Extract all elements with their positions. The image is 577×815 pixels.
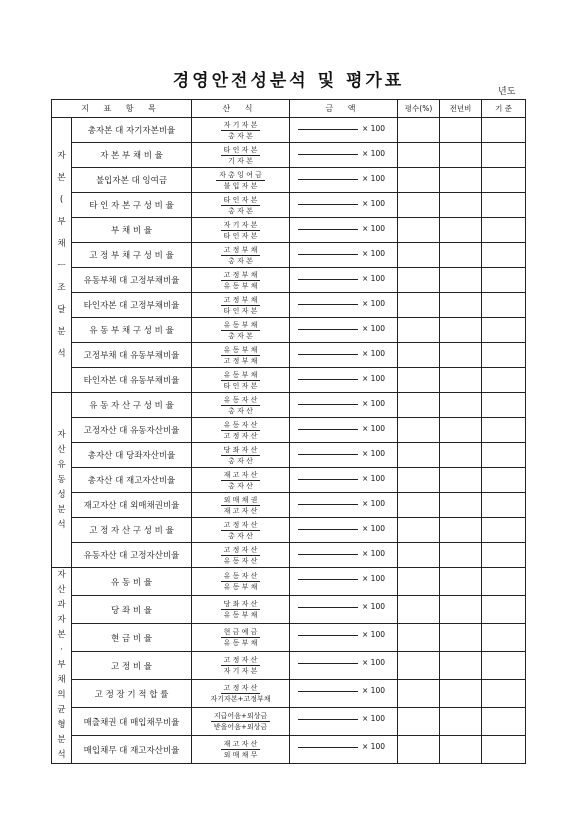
multiplier-label: × 100 <box>362 424 385 433</box>
prev-cell[interactable] <box>440 243 482 268</box>
item-name: 유동부채 대 고정부채비율 <box>72 268 192 293</box>
amount-cell[interactable] <box>290 168 398 193</box>
amount-cell[interactable] <box>290 596 398 624</box>
formula-denominator: 총 자 본 <box>228 331 253 340</box>
amount-cell[interactable] <box>290 568 398 596</box>
formula-denominator: 유 동 자 산 <box>223 556 258 565</box>
item-name: 유 동 비 율 <box>72 568 192 596</box>
item-name: 당 좌 비 율 <box>72 596 192 624</box>
amount-blank-line <box>298 579 358 580</box>
table-row <box>52 293 526 318</box>
formula-denominator: 총 자 산 <box>228 406 253 415</box>
formula-denominator: 타 인 자 본 <box>223 231 258 240</box>
formula-cell <box>192 736 290 764</box>
amount-blank-line <box>298 429 358 430</box>
formula-cell <box>192 596 290 624</box>
formula-denominator: 자 기 자 본 <box>223 667 258 675</box>
item-name: 타 인 자 본 구 성 비 율 <box>72 193 192 218</box>
table-row <box>52 243 526 268</box>
table-row <box>52 118 526 143</box>
multiplier-label: × 100 <box>362 714 385 723</box>
formula-numerator: 고 정 자 산 <box>221 520 261 531</box>
item-name: 타인자본 대 고정부채비율 <box>72 293 192 318</box>
score-cell[interactable] <box>398 268 440 293</box>
item-name: 총자본 대 자기자본비율 <box>72 118 192 143</box>
header-item: 지 표 항 목 <box>52 100 192 118</box>
formula-cell <box>192 543 290 568</box>
amount-cell[interactable] <box>290 293 398 318</box>
multiplier-label: × 100 <box>362 199 385 208</box>
amount-cell[interactable] <box>290 493 398 518</box>
formula-numerator: 고 정 부 채 <box>221 270 261 281</box>
multiplier-label: × 100 <box>362 299 385 308</box>
prev-cell[interactable] <box>440 493 482 518</box>
multiplier-label: × 100 <box>362 374 385 383</box>
prev-cell[interactable] <box>440 736 482 764</box>
multiplier-label: × 100 <box>362 602 385 611</box>
amount-blank-line <box>298 607 358 608</box>
prev-cell[interactable] <box>440 343 482 368</box>
prev-cell[interactable] <box>440 143 482 168</box>
prev-cell[interactable] <box>440 318 482 343</box>
table-row <box>52 468 526 493</box>
formula-numerator: 외 매 채 권 <box>221 495 261 506</box>
multiplier-label: × 100 <box>362 658 385 667</box>
table-row <box>52 168 526 193</box>
amount-blank-line <box>298 719 358 720</box>
formula-cell <box>192 568 290 596</box>
formula-denominator: 총 자 산 <box>228 456 253 465</box>
prev-cell[interactable] <box>440 418 482 443</box>
standard-cell[interactable] <box>482 268 526 293</box>
amount-blank-line <box>298 691 358 692</box>
formula-denominator: 유 동 부 채 <box>223 281 258 290</box>
formula-numerator: 고 정 부 채 <box>221 245 261 256</box>
formula-denominator: 총 자 본 <box>228 131 253 140</box>
multiplier-label: × 100 <box>362 686 385 695</box>
formula-cell <box>192 343 290 368</box>
item-name: 매입채무 대 재고자산비율 <box>72 736 192 764</box>
table-row <box>52 368 526 393</box>
formula-cell <box>192 143 290 168</box>
table-row <box>52 143 526 168</box>
amount-blank-line <box>298 747 358 748</box>
score-cell[interactable] <box>398 243 440 268</box>
amount-blank-line <box>298 279 358 280</box>
standard-cell[interactable] <box>482 443 526 468</box>
standard-cell[interactable] <box>482 318 526 343</box>
amount-blank-line <box>298 304 358 305</box>
table-row <box>52 218 526 243</box>
prev-cell[interactable] <box>440 680 482 708</box>
multiplier-label: × 100 <box>362 274 385 283</box>
amount-blank-line <box>298 204 358 205</box>
formula-numerator: 유 동 부 채 <box>221 370 261 381</box>
formula-denominator: 자기자본+고정부채 <box>210 695 271 703</box>
amount-blank-line <box>298 504 358 505</box>
formula-denominator: 총 자 본 <box>228 206 253 215</box>
amount-blank-line <box>298 154 358 155</box>
amount-cell[interactable] <box>290 268 398 293</box>
formula-cell <box>192 624 290 652</box>
standard-cell[interactable] <box>482 418 526 443</box>
formula-cell <box>192 268 290 293</box>
amount-blank-line <box>298 379 358 380</box>
prev-cell[interactable] <box>440 652 482 680</box>
prev-cell[interactable] <box>440 443 482 468</box>
table-row <box>52 708 526 736</box>
amount-blank-line <box>298 663 358 664</box>
formula-denominator: 총 자 본 <box>228 256 253 265</box>
amount-blank-line <box>298 179 358 180</box>
amount-cell[interactable] <box>290 193 398 218</box>
prev-cell[interactable] <box>440 543 482 568</box>
formula-cell <box>192 118 290 143</box>
item-name: 유 동 자 산 구 성 비 율 <box>72 393 192 418</box>
formula-denominator: 유 동 부 채 <box>223 583 258 591</box>
score-cell[interactable] <box>398 218 440 243</box>
formula-denominator: 유 동 부 채 <box>223 639 258 647</box>
formula-numerator: 자 기 자 본 <box>221 120 261 131</box>
item-name: 불입자본 대 잉여금 <box>72 168 192 193</box>
standard-cell[interactable] <box>482 708 526 736</box>
score-cell[interactable] <box>398 443 440 468</box>
category-label: 자 본 ( 부 채 ㅡ 조 달 분 석 <box>52 118 72 393</box>
prev-cell[interactable] <box>440 193 482 218</box>
score-cell[interactable] <box>398 293 440 318</box>
item-name: 매출채권 대 매입채무비율 <box>72 708 192 736</box>
formula-denominator: 외 매 채 무 <box>223 751 258 759</box>
formula-cell <box>192 393 290 418</box>
standard-cell[interactable] <box>482 118 526 143</box>
table-row <box>52 493 526 518</box>
formula-numerator: 고 정 자 산 <box>221 545 261 556</box>
amount-blank-line <box>298 354 358 355</box>
formula-cell <box>192 318 290 343</box>
table-row <box>52 418 526 443</box>
amount-cell[interactable] <box>290 624 398 652</box>
score-cell[interactable] <box>398 318 440 343</box>
header-standard: 기 준 <box>482 100 526 118</box>
score-cell[interactable] <box>398 568 440 596</box>
category-label: 자 산 과 자 본 · 부 채 의 균 형 분 석 <box>52 568 72 764</box>
table-row <box>52 543 526 568</box>
multiplier-label: × 100 <box>362 630 385 639</box>
table-row <box>52 343 526 368</box>
prev-cell[interactable] <box>440 293 482 318</box>
table-row <box>52 680 526 708</box>
prev-cell[interactable] <box>440 596 482 624</box>
score-cell[interactable] <box>398 368 440 393</box>
standard-cell[interactable] <box>482 218 526 243</box>
amount-cell[interactable] <box>290 736 398 764</box>
amount-cell[interactable] <box>290 368 398 393</box>
score-cell[interactable] <box>398 652 440 680</box>
formula-numerator: 당 좌 자 산 <box>221 445 261 456</box>
multiplier-label: × 100 <box>362 524 385 533</box>
standard-cell[interactable] <box>482 243 526 268</box>
multiplier-label: × 100 <box>362 499 385 508</box>
multiplier-label: × 100 <box>362 449 385 458</box>
formula-cell <box>192 293 290 318</box>
formula-denominator: 타 인 자 본 <box>223 306 258 315</box>
table-row <box>52 596 526 624</box>
item-name: 부 채 비 율 <box>72 218 192 243</box>
formula-numerator: 유 동 자 산 <box>221 571 261 582</box>
formula-denominator: 불 입 자 본 <box>223 181 258 190</box>
formula-cell <box>192 708 290 736</box>
amount-blank-line <box>298 129 358 130</box>
score-cell[interactable] <box>398 143 440 168</box>
prev-cell[interactable] <box>440 393 482 418</box>
multiplier-label: × 100 <box>362 224 385 233</box>
formula-cell <box>192 193 290 218</box>
formula-cell <box>192 468 290 493</box>
standard-cell[interactable] <box>482 193 526 218</box>
formula-numerator: 당 좌 자 산 <box>221 599 261 610</box>
formula-numerator: 자 기 자 본 <box>221 220 261 231</box>
header-row <box>52 100 526 118</box>
item-name: 현 금 비 율 <box>72 624 192 652</box>
standard-cell[interactable] <box>482 736 526 764</box>
standard-cell[interactable] <box>482 468 526 493</box>
prev-cell[interactable] <box>440 518 482 543</box>
formula-cell <box>192 518 290 543</box>
amount-blank-line <box>298 635 358 636</box>
formula-numerator: 유 동 부 채 <box>221 345 261 356</box>
score-cell[interactable] <box>398 343 440 368</box>
multiplier-label: × 100 <box>362 324 385 333</box>
formula-cell <box>192 368 290 393</box>
amount-blank-line <box>298 329 358 330</box>
formula-numerator: 타 인 자 본 <box>221 195 261 206</box>
formula-cell <box>192 443 290 468</box>
formula-numerator: 재 고 자 산 <box>221 470 261 481</box>
formula-numerator: 타 인 자 본 <box>221 145 261 156</box>
amount-cell[interactable] <box>290 652 398 680</box>
prev-cell[interactable] <box>440 568 482 596</box>
multiplier-label: × 100 <box>362 742 385 751</box>
formula-cell <box>192 680 290 708</box>
table-row <box>52 568 526 596</box>
table-row <box>52 518 526 543</box>
formula-denominator: 총 자 산 <box>228 481 253 490</box>
item-name: 고 정 자 산 구 성 비 율 <box>72 518 192 543</box>
table-row <box>52 624 526 652</box>
formula-numerator: 재 고 자 산 <box>221 739 261 750</box>
category-label: 자 산 유 동 성 분 석 <box>52 393 72 568</box>
score-cell[interactable] <box>398 518 440 543</box>
item-name: 고 정 부 채 구 성 비 율 <box>72 243 192 268</box>
standard-cell[interactable] <box>482 568 526 596</box>
item-name: 총자산 대 재고자산비율 <box>72 468 192 493</box>
amount-cell[interactable] <box>290 243 398 268</box>
formula-denominator: 고 정 자 산 <box>223 431 258 440</box>
standard-cell[interactable] <box>482 168 526 193</box>
item-name: 재고자산 대 외매채권비율 <box>72 493 192 518</box>
formula-cell <box>192 418 290 443</box>
score-cell[interactable] <box>398 118 440 143</box>
prev-cell[interactable] <box>440 268 482 293</box>
header-prev: 전년비 <box>440 100 482 118</box>
score-cell[interactable] <box>398 393 440 418</box>
prev-cell[interactable] <box>440 368 482 393</box>
amount-cell[interactable] <box>290 218 398 243</box>
amount-blank-line <box>298 529 358 530</box>
score-cell[interactable] <box>398 543 440 568</box>
score-cell[interactable] <box>398 680 440 708</box>
prev-cell[interactable] <box>440 168 482 193</box>
prev-cell[interactable] <box>440 218 482 243</box>
score-cell[interactable] <box>398 418 440 443</box>
formula-numerator: 현 금 예 금 <box>221 627 261 638</box>
multiplier-label: × 100 <box>362 474 385 483</box>
header-score: 평수(%) <box>398 100 440 118</box>
multiplier-label: × 100 <box>362 549 385 558</box>
amount-cell[interactable] <box>290 708 398 736</box>
amount-cell[interactable] <box>290 543 398 568</box>
prev-cell[interactable] <box>440 118 482 143</box>
prev-cell[interactable] <box>440 624 482 652</box>
formula-cell <box>192 652 290 680</box>
standard-cell[interactable] <box>482 652 526 680</box>
amount-blank-line <box>298 454 358 455</box>
standard-cell[interactable] <box>482 343 526 368</box>
table-body <box>52 118 526 764</box>
amount-cell[interactable] <box>290 118 398 143</box>
standard-cell[interactable] <box>482 393 526 418</box>
score-cell[interactable] <box>398 193 440 218</box>
multiplier-label: × 100 <box>362 349 385 358</box>
standard-cell[interactable] <box>482 293 526 318</box>
formula-cell <box>192 218 290 243</box>
amount-cell[interactable] <box>290 143 398 168</box>
formula-numerator: 지급어음+외상금 <box>211 711 270 722</box>
score-cell[interactable] <box>398 596 440 624</box>
amount-cell[interactable] <box>290 418 398 443</box>
item-name: 타인자본 대 유동부채비율 <box>72 368 192 393</box>
analysis-table <box>51 99 526 764</box>
formula-denominator: 총 자 산 <box>228 531 253 540</box>
item-name: 유동자산 대 고정자산비율 <box>72 543 192 568</box>
prev-cell[interactable] <box>440 468 482 493</box>
amount-blank-line <box>298 254 358 255</box>
formula-denominator: 받을어음+외상금 <box>213 723 268 731</box>
page-title: 경영안전성분석 및 평가표 <box>172 71 405 91</box>
amount-blank-line <box>298 479 358 480</box>
amount-blank-line <box>298 229 358 230</box>
item-name: 자 본 부 채 비 율 <box>72 143 192 168</box>
multiplier-label: × 100 <box>362 399 385 408</box>
multiplier-label: × 100 <box>362 574 385 583</box>
standard-cell[interactable] <box>482 596 526 624</box>
amount-cell[interactable] <box>290 393 398 418</box>
formula-numerator: 자 총 잉 여 금 <box>216 170 265 181</box>
header-amount: 금 액 <box>290 100 398 118</box>
standard-cell[interactable] <box>482 624 526 652</box>
standard-cell[interactable] <box>482 493 526 518</box>
table-row <box>52 443 526 468</box>
score-cell[interactable] <box>398 736 440 764</box>
formula-denominator: 재 고 자 산 <box>223 506 258 515</box>
standard-cell[interactable] <box>482 518 526 543</box>
formula-denominator: 타 인 자 본 <box>223 381 258 390</box>
item-name: 고 정 비 율 <box>72 652 192 680</box>
item-name: 유 동 부 채 구 성 비 율 <box>72 318 192 343</box>
formula-denominator: 기 자 본 <box>228 156 253 165</box>
item-name: 고정부채 대 유동부채비율 <box>72 343 192 368</box>
table-row <box>52 268 526 293</box>
standard-cell[interactable] <box>482 543 526 568</box>
standard-cell[interactable] <box>482 143 526 168</box>
year-label: 년도 <box>498 87 516 97</box>
formula-cell <box>192 493 290 518</box>
amount-cell[interactable] <box>290 518 398 543</box>
standard-cell[interactable] <box>482 368 526 393</box>
score-cell[interactable] <box>398 708 440 736</box>
formula-numerator: 고 정 자 산 <box>221 683 261 694</box>
formula-numerator: 유 동 자 산 <box>221 420 261 431</box>
formula-numerator: 유 동 자 산 <box>221 395 261 406</box>
formula-numerator: 유 동 부 채 <box>221 320 261 331</box>
formula-numerator: 고 정 부 채 <box>221 295 261 306</box>
amount-blank-line <box>298 404 358 405</box>
score-cell[interactable] <box>398 168 440 193</box>
header-formula: 산 식 <box>192 100 290 118</box>
formula-cell <box>192 168 290 193</box>
amount-blank-line <box>298 554 358 555</box>
amount-cell[interactable] <box>290 468 398 493</box>
amount-cell[interactable] <box>290 343 398 368</box>
amount-cell[interactable] <box>290 680 398 708</box>
multiplier-label: × 100 <box>362 174 385 183</box>
table-row <box>52 193 526 218</box>
multiplier-label: × 100 <box>362 149 385 158</box>
item-name: 고 정 장 기 적 합 률 <box>72 680 192 708</box>
amount-cell[interactable] <box>290 443 398 468</box>
standard-cell[interactable] <box>482 680 526 708</box>
table-row <box>52 652 526 680</box>
item-name: 고정자산 대 유동자산비율 <box>72 418 192 443</box>
formula-denominator: 고 정 부 채 <box>223 356 258 365</box>
formula-denominator: 유 동 부 채 <box>223 611 258 619</box>
score-cell[interactable] <box>398 468 440 493</box>
score-cell[interactable] <box>398 493 440 518</box>
formula-cell <box>192 243 290 268</box>
multiplier-label: × 100 <box>362 249 385 258</box>
multiplier-label: × 100 <box>362 124 385 133</box>
table-row <box>52 318 526 343</box>
table-row <box>52 736 526 764</box>
item-name: 총자산 대 당좌자산비율 <box>72 443 192 468</box>
score-cell[interactable] <box>398 624 440 652</box>
formula-numerator: 고 정 자 산 <box>221 655 261 666</box>
table-row <box>52 393 526 418</box>
prev-cell[interactable] <box>440 708 482 736</box>
amount-cell[interactable] <box>290 318 398 343</box>
